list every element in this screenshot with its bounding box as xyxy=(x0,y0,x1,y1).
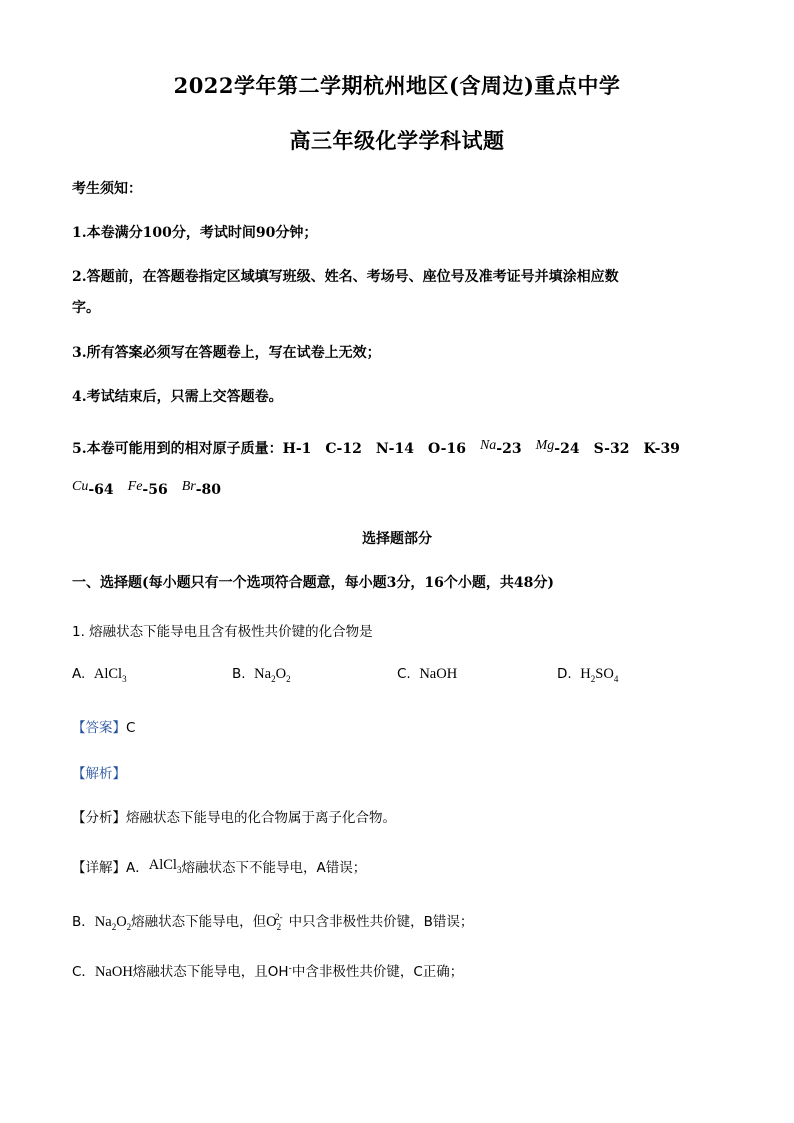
option-a-label: A. xyxy=(72,666,86,682)
option-b xyxy=(232,666,291,683)
option-a-formula: AlCl$_3$ xyxy=(93,666,127,684)
analysis-tag: 【解析】 xyxy=(72,766,126,782)
notice-heading: 考生须知： xyxy=(72,181,142,197)
option-a xyxy=(72,666,127,683)
atomic-mass-prefix: 5.本卷可能用到的相对原子质量： xyxy=(72,441,283,457)
option-c-label: C. xyxy=(397,666,411,682)
mass-s: S-32 xyxy=(593,441,630,457)
mass-mg-symbol: Mg xyxy=(535,438,555,453)
detail-a-text: 熔融状态下不能导电，A错误； xyxy=(181,860,367,876)
notice-item-4: 4.考试结束后，只需上交答题卷。 xyxy=(72,389,283,405)
detail-line-b xyxy=(72,910,473,931)
mass-na-value: -23 xyxy=(496,441,522,457)
mass-k: K-39 xyxy=(643,441,680,457)
section-part-title: 选择题部分 xyxy=(362,531,432,547)
notice-item-2b: 字。 xyxy=(72,300,100,316)
atomic-mass-line-2 xyxy=(72,479,221,499)
detail-a-formula: AlCl$_3$ xyxy=(148,857,182,875)
detail-tag: 【详解】 xyxy=(72,860,126,876)
detail-line-a xyxy=(72,856,366,877)
detail-b-prefix: B． xyxy=(72,914,95,930)
mass-na-symbol: Na xyxy=(479,438,497,453)
detail-b-text1: 熔融状态下能导电，但 xyxy=(131,914,267,930)
question-1-stem: 1. 熔融状态下能导电且含有极性共价键的化合物是 xyxy=(72,624,373,640)
option-b-formula: $Na_2O_2$ xyxy=(254,666,291,684)
option-b-label: B. xyxy=(232,666,246,682)
answer-value: C xyxy=(126,720,136,736)
detail-b-ion: $O_2^{2-}$ xyxy=(266,912,283,932)
mass-o: O-16 xyxy=(427,441,466,457)
detail-line-c: C．NaOH熔融状态下能导电，且OH-中含非极性共价键，C正确； xyxy=(72,963,464,980)
option-c-formula: NaOH xyxy=(419,666,458,682)
option-c xyxy=(397,666,457,683)
mass-br-value: -80 xyxy=(195,482,221,498)
mass-cu-symbol: Cu xyxy=(72,479,89,494)
mass-c: C-12 xyxy=(325,441,362,457)
notice-item-2a: 2.答题前，在答题卷指定区域填写班级、姓名、考场号、座位号及准考证号并填涂相应数 xyxy=(72,269,619,285)
option-d-formula: $H_2SO_4$ xyxy=(580,666,619,684)
detail-c-text2: 中含非极性共价键，C正确； xyxy=(291,964,464,980)
mass-h: H-1 xyxy=(282,441,312,457)
answer-tag: 【答案】 xyxy=(72,720,126,736)
option-d xyxy=(557,666,618,683)
mass-n: N-14 xyxy=(375,441,414,457)
detail-b-formula: $Na_2O_2$ xyxy=(94,914,132,932)
fenxi-tag: 【分析】 xyxy=(72,810,126,826)
mass-br-symbol: Br xyxy=(181,479,196,494)
mass-cu-value: -64 xyxy=(88,482,114,498)
notice-item-1: 1.本卷满分100分，考试时间90分钟； xyxy=(72,225,318,241)
mass-fe-symbol: Fe xyxy=(127,479,143,494)
detail-c-prefix: C． xyxy=(72,964,95,980)
section-heading: 一、选择题(每小题只有一个选项符合题意，每小题3分，16个小题，共48分) xyxy=(72,575,554,591)
notice-item-5 xyxy=(72,438,680,458)
mass-mg-value: -24 xyxy=(554,441,580,457)
fenxi-text: 熔融状态下能导电的化合物属于离子化合物。 xyxy=(126,810,396,826)
mass-fe-value: -56 xyxy=(142,482,168,498)
detail-c-formula: NaOH xyxy=(94,964,133,980)
detail-a-prefix: A． xyxy=(126,860,149,876)
exam-title-line1: 2022学年第二学期杭州地区(含周边)重点中学 xyxy=(173,73,621,98)
detail-c-text: 熔融状态下能导电，且OH xyxy=(132,964,289,980)
exam-title-line2: 高三年级化学学科试题 xyxy=(289,128,505,153)
answer-line xyxy=(72,716,135,736)
option-d-label: D. xyxy=(557,666,572,682)
fenxi-line xyxy=(72,806,396,826)
notice-item-3: 3.所有答案必须写在答题卷上，写在试卷上无效； xyxy=(72,345,381,361)
detail-b-text2: 中只含非极性共价键，B错误； xyxy=(288,914,474,930)
